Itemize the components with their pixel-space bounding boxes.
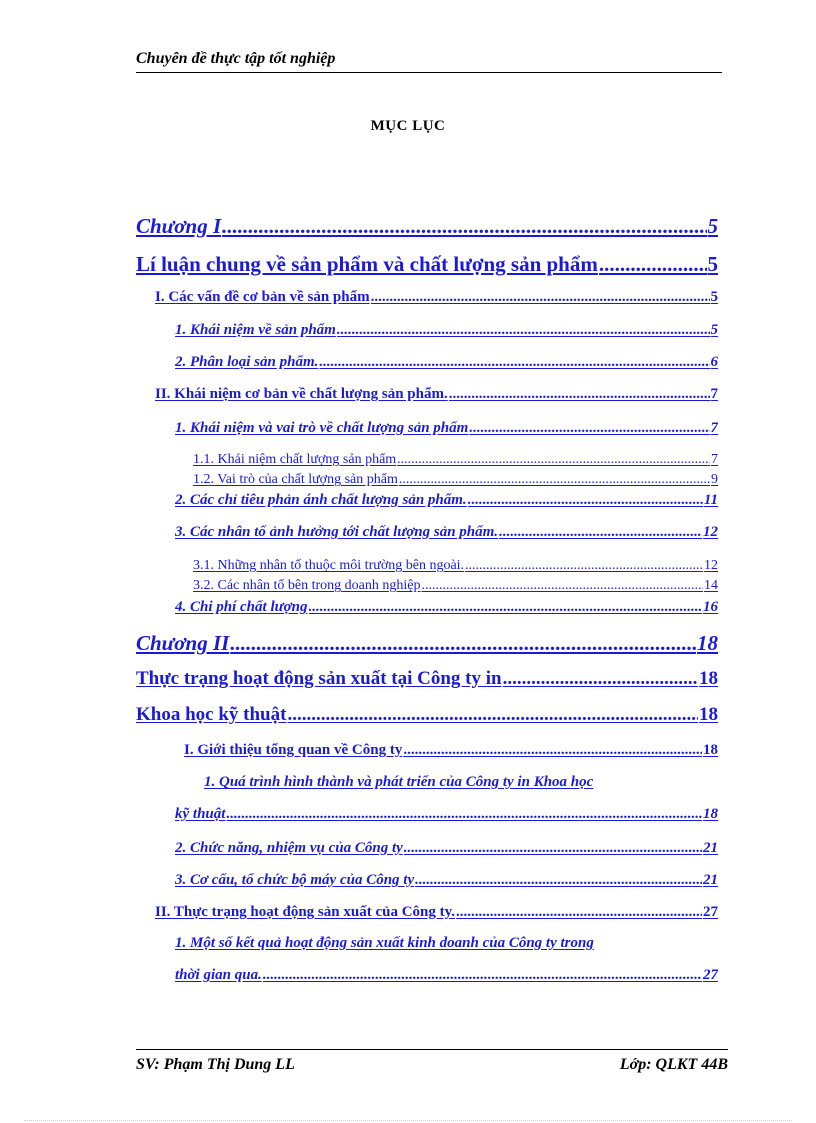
page-footer: [136, 1049, 728, 1074]
toc-subsection-1-1[interactable]: 1. Khái niệm về sản phẩm ..... 5: [175, 322, 718, 339]
toc-subsection-2-3[interactable]: 3. Các nhân tố ảnh hưởng tới chất lượng sản phẩm. ..... 12: [175, 524, 718, 541]
footer-student: SV: Phạm Thị Dung LL: [136, 1056, 295, 1073]
toc-subsection-ii-2-1-line-1[interactable]: 1. Một số kết quả hoạt động sản xuất kinh doanh của Công ty trong: [175, 935, 594, 951]
page-header: [136, 50, 722, 73]
toc-item-3-2[interactable]: 3.2. Các nhân tố bên trong doanh nghiệp ..... 14: [193, 578, 718, 594]
toc-chapter-1[interactable]: Chương I ..... 5: [136, 214, 718, 239]
toc-section-2[interactable]: II. Khái niệm cơ bản về chất lượng sản phẩm. ..... 7: [155, 386, 718, 403]
footer-class: Lớp: QLKT 44B: [619, 1056, 728, 1073]
toc-subsection-ii-1-3[interactable]: 3. Cơ cấu, tổ chức bộ máy của Công ty ..... 21: [175, 872, 718, 889]
toc-item-1-1[interactable]: 1.1. Khái niệm chất lượng sản phẩm ..... 7: [193, 452, 718, 468]
toc-item-1-2[interactable]: 1.2. Vai trò của chất lượng sản phẩm ..... 9: [193, 472, 718, 488]
page-edge-divider: [24, 1120, 792, 1121]
toc-chapter-2-title-line-1[interactable]: Thực trạng hoạt động sản xuất tại Công ty in ..... 18: [136, 668, 718, 690]
toc-chapter-2-title-line-2[interactable]: Khoa học kỹ thuật ..... 18: [136, 704, 718, 726]
toc-subsection-ii-1-1-line-1[interactable]: 1. Quá trình hình thành và phát triển của Công ty in Khoa học: [204, 774, 594, 790]
page-title: MỤC LỤC: [370, 118, 446, 134]
toc-item-3-1[interactable]: 3.1. Những nhân tố thuộc môi trường bên ngoài. ..... 12: [193, 558, 718, 574]
toc-subsection-2-4[interactable]: 4. Chi phí chất lượng ..... 16: [175, 599, 718, 616]
toc-chapter-2[interactable]: Chương II ..... 18: [136, 631, 718, 656]
toc-section-ii-1[interactable]: I. Giới thiệu tổng quan về Công ty ..... 18: [155, 742, 718, 759]
toc-subsection-2-2[interactable]: 2. Các chỉ tiêu phản ánh chất lượng sản phẩm. ..... 11: [175, 492, 718, 509]
toc-subsection-2-1[interactable]: 1. Khái niệm và vai trò về chất lượng sản phẩm ..... 7: [175, 420, 718, 437]
toc-subsection-1-2[interactable]: 2. Phân loại sản phẩm. ..... 6: [175, 354, 718, 371]
toc-section-1[interactable]: I. Các vấn đề cơ bản về sản phẩm ..... 5: [155, 289, 718, 306]
toc-subsection-ii-1-1-line-2[interactable]: kỹ thuật ..... 18: [175, 806, 718, 823]
header-text: Chuyên đề thực tập tốt nghiệp: [136, 50, 336, 67]
toc-chapter-1-title[interactable]: Lí luận chung về sản phẩm và chất lượng sản phẩm ..... 5: [136, 252, 718, 277]
toc-subsection-ii-1-2[interactable]: 2. Chức năng, nhiệm vụ của Công ty ..... 21: [175, 840, 718, 857]
toc-section-ii-2[interactable]: II. Thực trạng hoạt động sản xuất của Công ty. ..... 27: [155, 904, 718, 921]
toc-subsection-ii-2-1-line-2[interactable]: thời gian qua. ..... 27: [175, 967, 718, 984]
